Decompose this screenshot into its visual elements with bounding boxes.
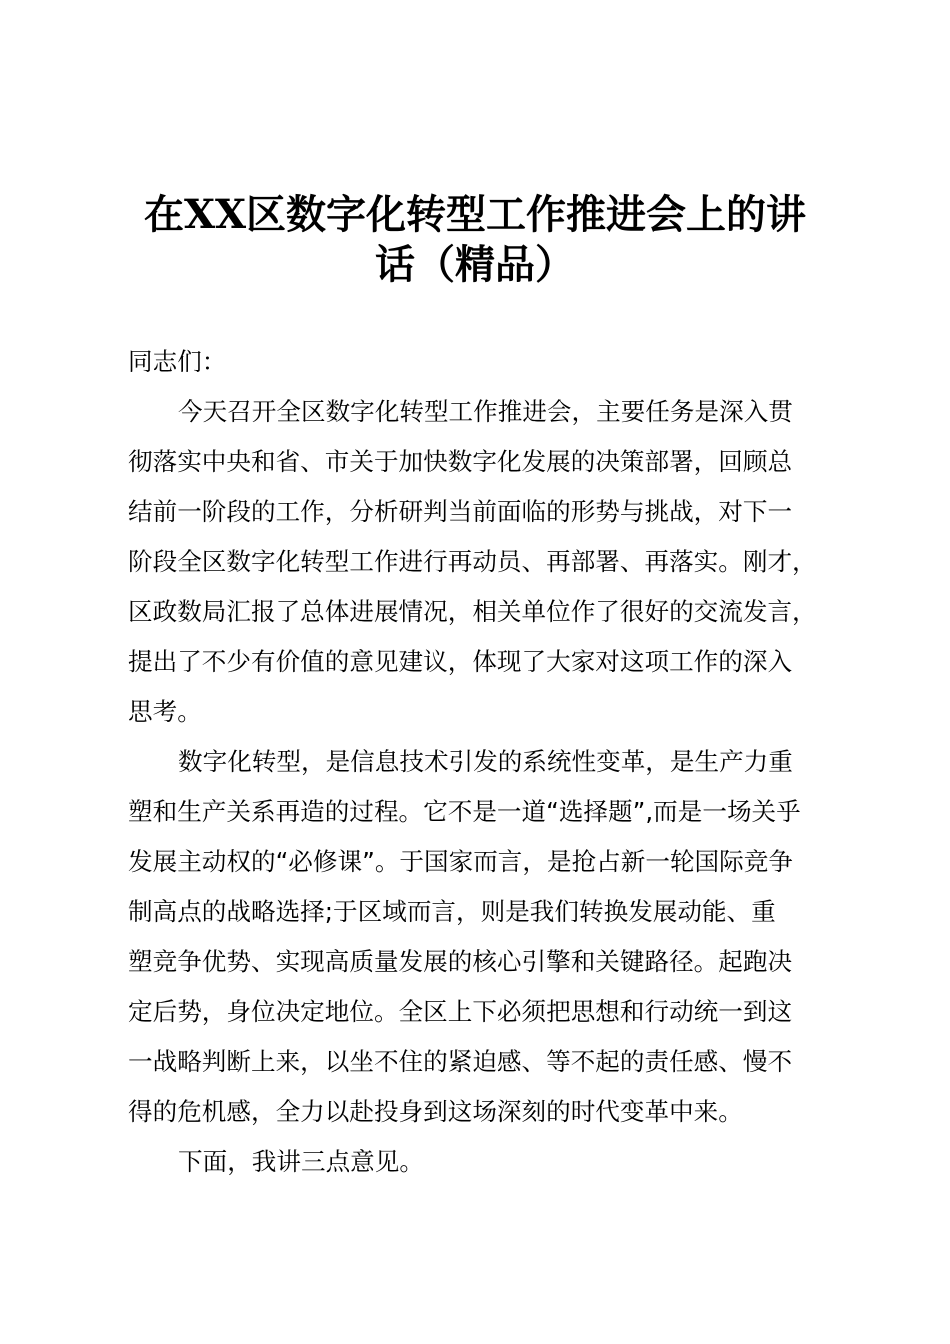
document-title-line-1: 在XX区数字化转型工作推进会上的讲	[143, 191, 807, 238]
text-line: 提出了不少有价值的意见建议，体现了大家对这项工作的深入	[128, 647, 793, 676]
text-line: 发展主动权的“必修课”。于国家而言，是抢占新一轮国际竞争	[128, 847, 793, 876]
text-line: 一战略判断上来，以坐不住的紧迫感、等不起的责任感、慢不	[128, 1047, 793, 1076]
text-line: 下面，我讲三点意见。	[178, 1147, 424, 1176]
salutation: 同志们：	[128, 347, 227, 376]
text-line: 塑竞争优势、实现高质量发展的核心引擎和关键路径。起跑决	[128, 947, 793, 976]
text-line: 思考。	[128, 697, 202, 726]
text-line: 定后势，身位决定地位。全区上下必须把思想和行动统一到这	[128, 997, 793, 1026]
text-line: 得的危机感，全力以赴投身到这场深刻的时代变革中来。	[128, 1097, 743, 1126]
text-line: 今天召开全区数字化转型工作推进会，主要任务是深入贯	[178, 397, 793, 426]
text-line: 制高点的战略选择;于区域而言，则是我们转换发展动能、重	[128, 897, 776, 926]
text-line: 数字化转型，是信息技术引发的系统性变革，是生产力重	[178, 747, 793, 776]
text-line: 区政数局汇报了总体进展情况，相关单位作了很好的交流发言，	[128, 597, 817, 626]
text-line: 彻落实中央和省、市关于加快数字化发展的决策部署，回顾总	[128, 447, 793, 476]
text-line: 结前一阶段的工作，分析研判当前面临的形势与挑战，对下一	[128, 497, 793, 526]
text-line: 塑和生产关系再造的过程。它不是一道“选择题”,而是一场关乎	[128, 797, 801, 826]
text-line: 阶段全区数字化转型工作进行再动员、再部署、再落实。刚才，	[128, 547, 817, 576]
document-title-line-2: 话（精品）	[375, 241, 575, 288]
